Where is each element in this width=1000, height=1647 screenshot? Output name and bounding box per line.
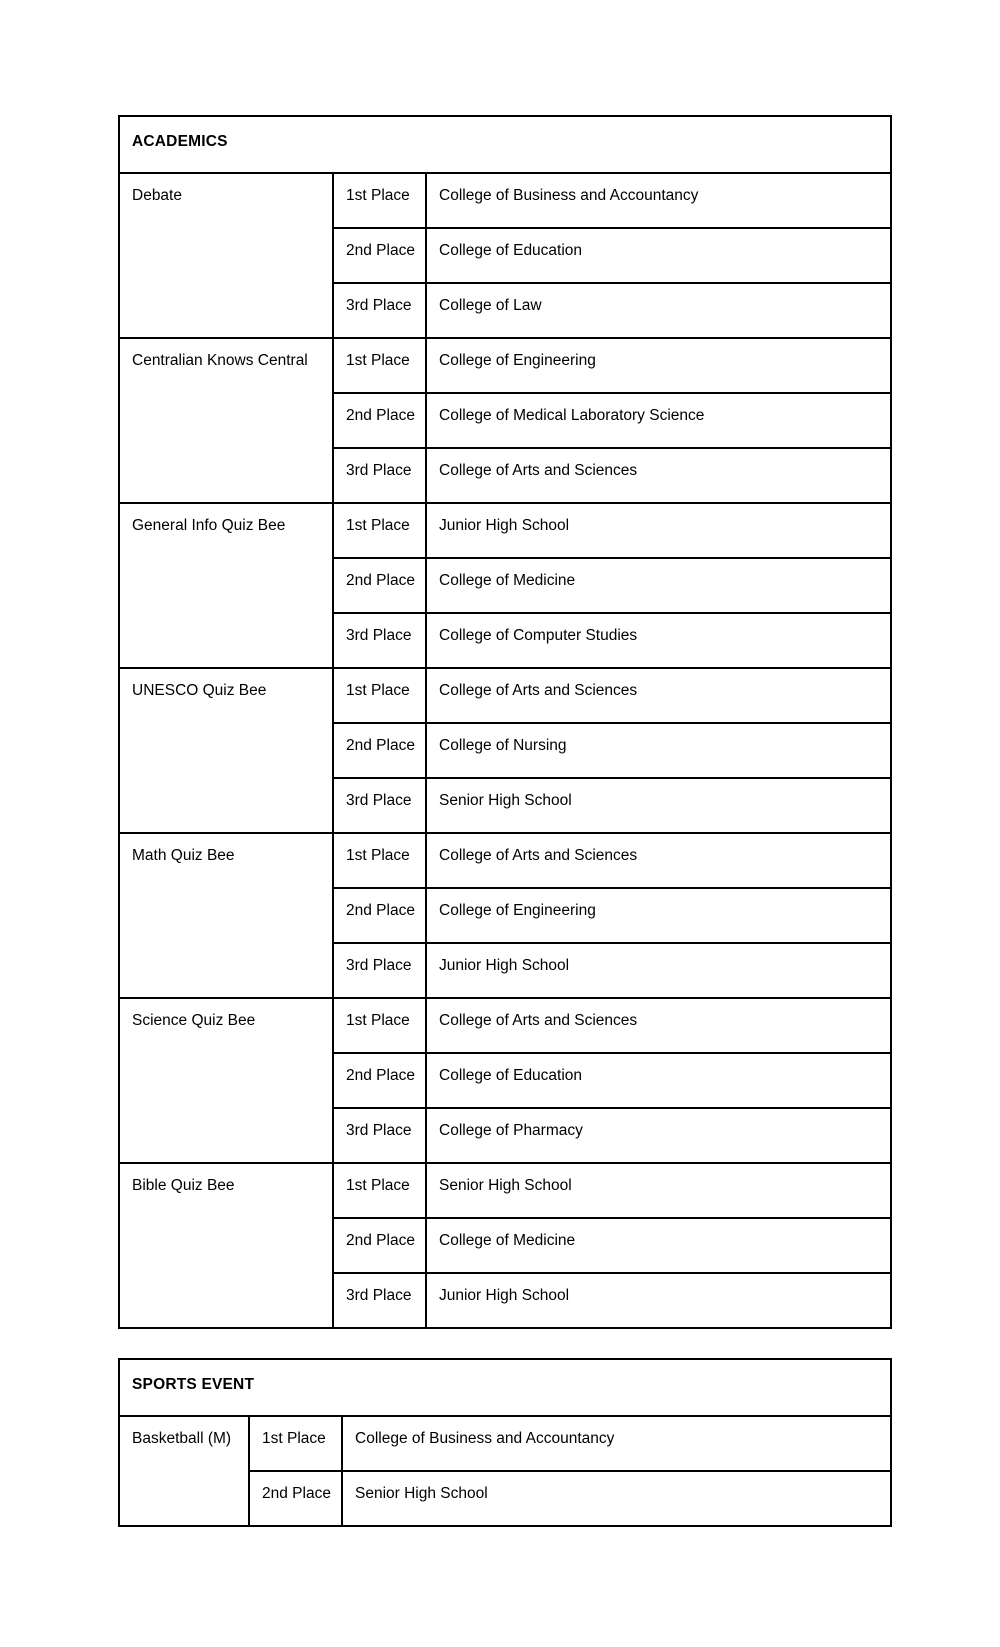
place-cell: 2nd Place	[249, 1471, 342, 1526]
place-cell: 2nd Place	[333, 393, 426, 448]
winner-cell: College of Education	[426, 228, 891, 283]
winner-cell: Senior High School	[342, 1471, 891, 1526]
winner-cell: Junior High School	[426, 503, 891, 558]
place-cell: 3rd Place	[333, 1273, 426, 1328]
winner-cell: College of Arts and Sciences	[426, 998, 891, 1053]
place-cell: 2nd Place	[333, 1053, 426, 1108]
event-name-cell: Debate	[119, 173, 333, 338]
winner-cell: Senior High School	[426, 778, 891, 833]
event-name-cell: General Info Quiz Bee	[119, 503, 333, 668]
place-cell: 1st Place	[333, 173, 426, 228]
place-cell: 3rd Place	[333, 448, 426, 503]
sports-section-title: SPORTS EVENT	[119, 1359, 891, 1416]
table-row	[119, 668, 891, 723]
winner-cell: College of Arts and Sciences	[426, 448, 891, 503]
place-cell: 3rd Place	[333, 778, 426, 833]
academics-section-title: ACADEMICS	[119, 116, 891, 173]
table-row	[119, 116, 891, 173]
event-name-cell: UNESCO Quiz Bee	[119, 668, 333, 833]
place-cell: 1st Place	[333, 833, 426, 888]
table-row	[119, 1416, 891, 1471]
table-row	[119, 1359, 891, 1416]
winner-cell: College of Medical Laboratory Science	[426, 393, 891, 448]
place-cell: 3rd Place	[333, 283, 426, 338]
place-cell: 2nd Place	[333, 228, 426, 283]
winner-cell: Senior High School	[426, 1163, 891, 1218]
winner-cell: Junior High School	[426, 943, 891, 998]
winner-cell: College of Pharmacy	[426, 1108, 891, 1163]
winner-cell: College of Law	[426, 283, 891, 338]
place-cell: 1st Place	[333, 1163, 426, 1218]
place-cell: 3rd Place	[333, 943, 426, 998]
event-name-cell: Math Quiz Bee	[119, 833, 333, 998]
table-row	[119, 833, 891, 888]
winner-cell: College of Arts and Sciences	[426, 833, 891, 888]
place-cell: 2nd Place	[333, 1218, 426, 1273]
table-row	[119, 173, 891, 228]
place-cell: 2nd Place	[333, 723, 426, 778]
place-cell: 1st Place	[333, 338, 426, 393]
winner-cell: Junior High School	[426, 1273, 891, 1328]
event-name-cell: Basketball (M)	[119, 1416, 249, 1526]
place-cell: 2nd Place	[333, 558, 426, 613]
winner-cell: College of Education	[426, 1053, 891, 1108]
place-cell: 3rd Place	[333, 1108, 426, 1163]
table-row	[119, 503, 891, 558]
winner-cell: College of Business and Accountancy	[426, 173, 891, 228]
table-row	[119, 998, 891, 1053]
place-cell: 1st Place	[333, 998, 426, 1053]
place-cell: 1st Place	[333, 503, 426, 558]
academics-results-table	[118, 115, 892, 1329]
place-cell: 1st Place	[249, 1416, 342, 1471]
event-name-cell: Bible Quiz Bee	[119, 1163, 333, 1328]
sports-results-table	[118, 1358, 892, 1527]
winner-cell: College of Engineering	[426, 338, 891, 393]
place-cell: 1st Place	[333, 668, 426, 723]
place-cell: 3rd Place	[333, 613, 426, 668]
table-row	[119, 338, 891, 393]
winner-cell: College of Nursing	[426, 723, 891, 778]
place-cell: 2nd Place	[333, 888, 426, 943]
winner-cell: College of Computer Studies	[426, 613, 891, 668]
winner-cell: College of Medicine	[426, 558, 891, 613]
winner-cell: College of Business and Accountancy	[342, 1416, 891, 1471]
winner-cell: College of Arts and Sciences	[426, 668, 891, 723]
event-name-cell: Science Quiz Bee	[119, 998, 333, 1163]
event-name-cell: Centralian Knows Central	[119, 338, 333, 503]
winner-cell: College of Engineering	[426, 888, 891, 943]
table-row	[119, 1163, 891, 1218]
winner-cell: College of Medicine	[426, 1218, 891, 1273]
